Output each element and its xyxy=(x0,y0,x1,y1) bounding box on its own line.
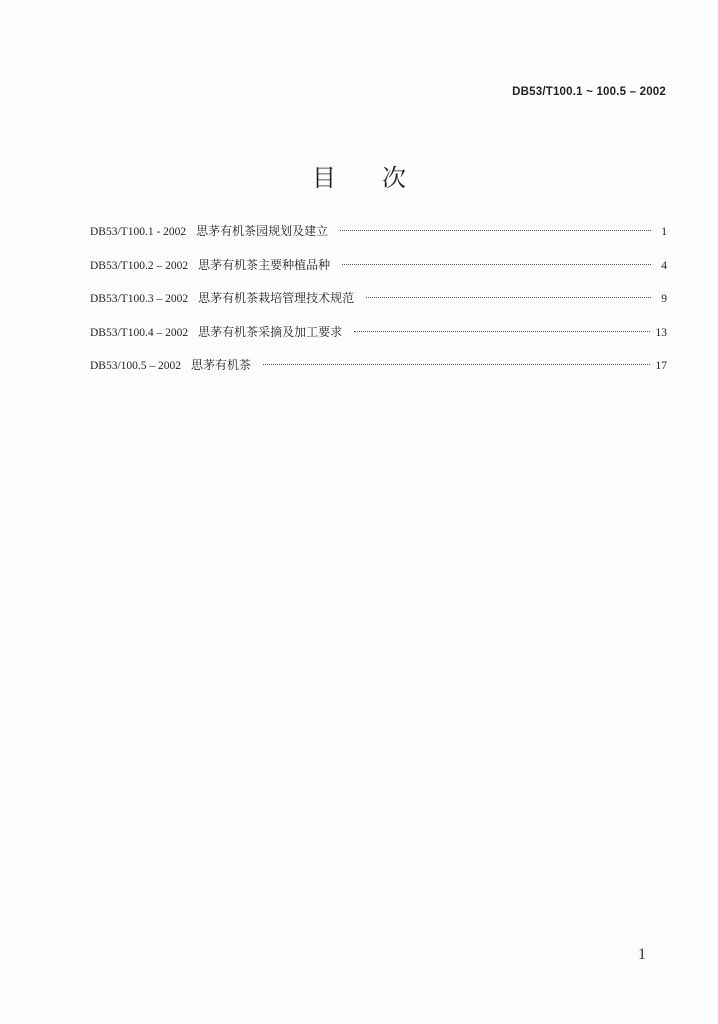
dot-leader xyxy=(342,264,651,265)
toc-title xyxy=(0,158,718,193)
dot-leader xyxy=(263,364,649,365)
toc-entry[interactable] xyxy=(90,222,667,256)
toc-entry[interactable] xyxy=(90,356,667,390)
toc-entry-page: 9 xyxy=(661,293,667,305)
toc-entry-title: 思茅有机茶 xyxy=(191,358,252,372)
toc-entry-code: DB53/T100.3 – 2002 xyxy=(90,293,189,305)
toc-title-char-2: 次 xyxy=(382,164,406,192)
standard-code-header: DB53/T100.1 ~ 100.5 – 2002 xyxy=(512,86,666,98)
toc-entry-title: 思茅有机茶栽培管理技术规范 xyxy=(198,291,355,305)
toc-entry-title: 思茅有机茶园规划及建立 xyxy=(196,224,329,238)
toc-entry[interactable] xyxy=(90,323,667,357)
dot-leader xyxy=(354,331,649,332)
toc-entry-page: 1 xyxy=(661,226,667,238)
toc-title-char-1: 目 xyxy=(312,164,336,192)
dot-leader xyxy=(366,297,651,298)
toc-entry-code: DB53/T100.4 – 2002 xyxy=(90,326,189,339)
table-of-contents xyxy=(90,222,667,390)
dot-leader xyxy=(340,230,651,231)
toc-entry[interactable] xyxy=(90,256,667,290)
toc-entry-page: 4 xyxy=(661,259,667,272)
page-number: 1 xyxy=(638,946,646,963)
toc-entry-page: 17 xyxy=(655,360,667,372)
toc-entry[interactable] xyxy=(90,289,667,323)
toc-entry-code: DB53/T100.2 – 2002 xyxy=(90,259,189,272)
toc-entry-title: 思茅有机茶采摘及加工要求 xyxy=(198,324,343,339)
toc-entry-title: 思茅有机茶主要种植品种 xyxy=(198,257,331,272)
toc-entry-page: 13 xyxy=(655,326,667,339)
toc-entry-code: DB53/100.5 – 2002 xyxy=(90,360,182,372)
toc-entry-code: DB53/T100.1 - 2002 xyxy=(90,226,187,238)
